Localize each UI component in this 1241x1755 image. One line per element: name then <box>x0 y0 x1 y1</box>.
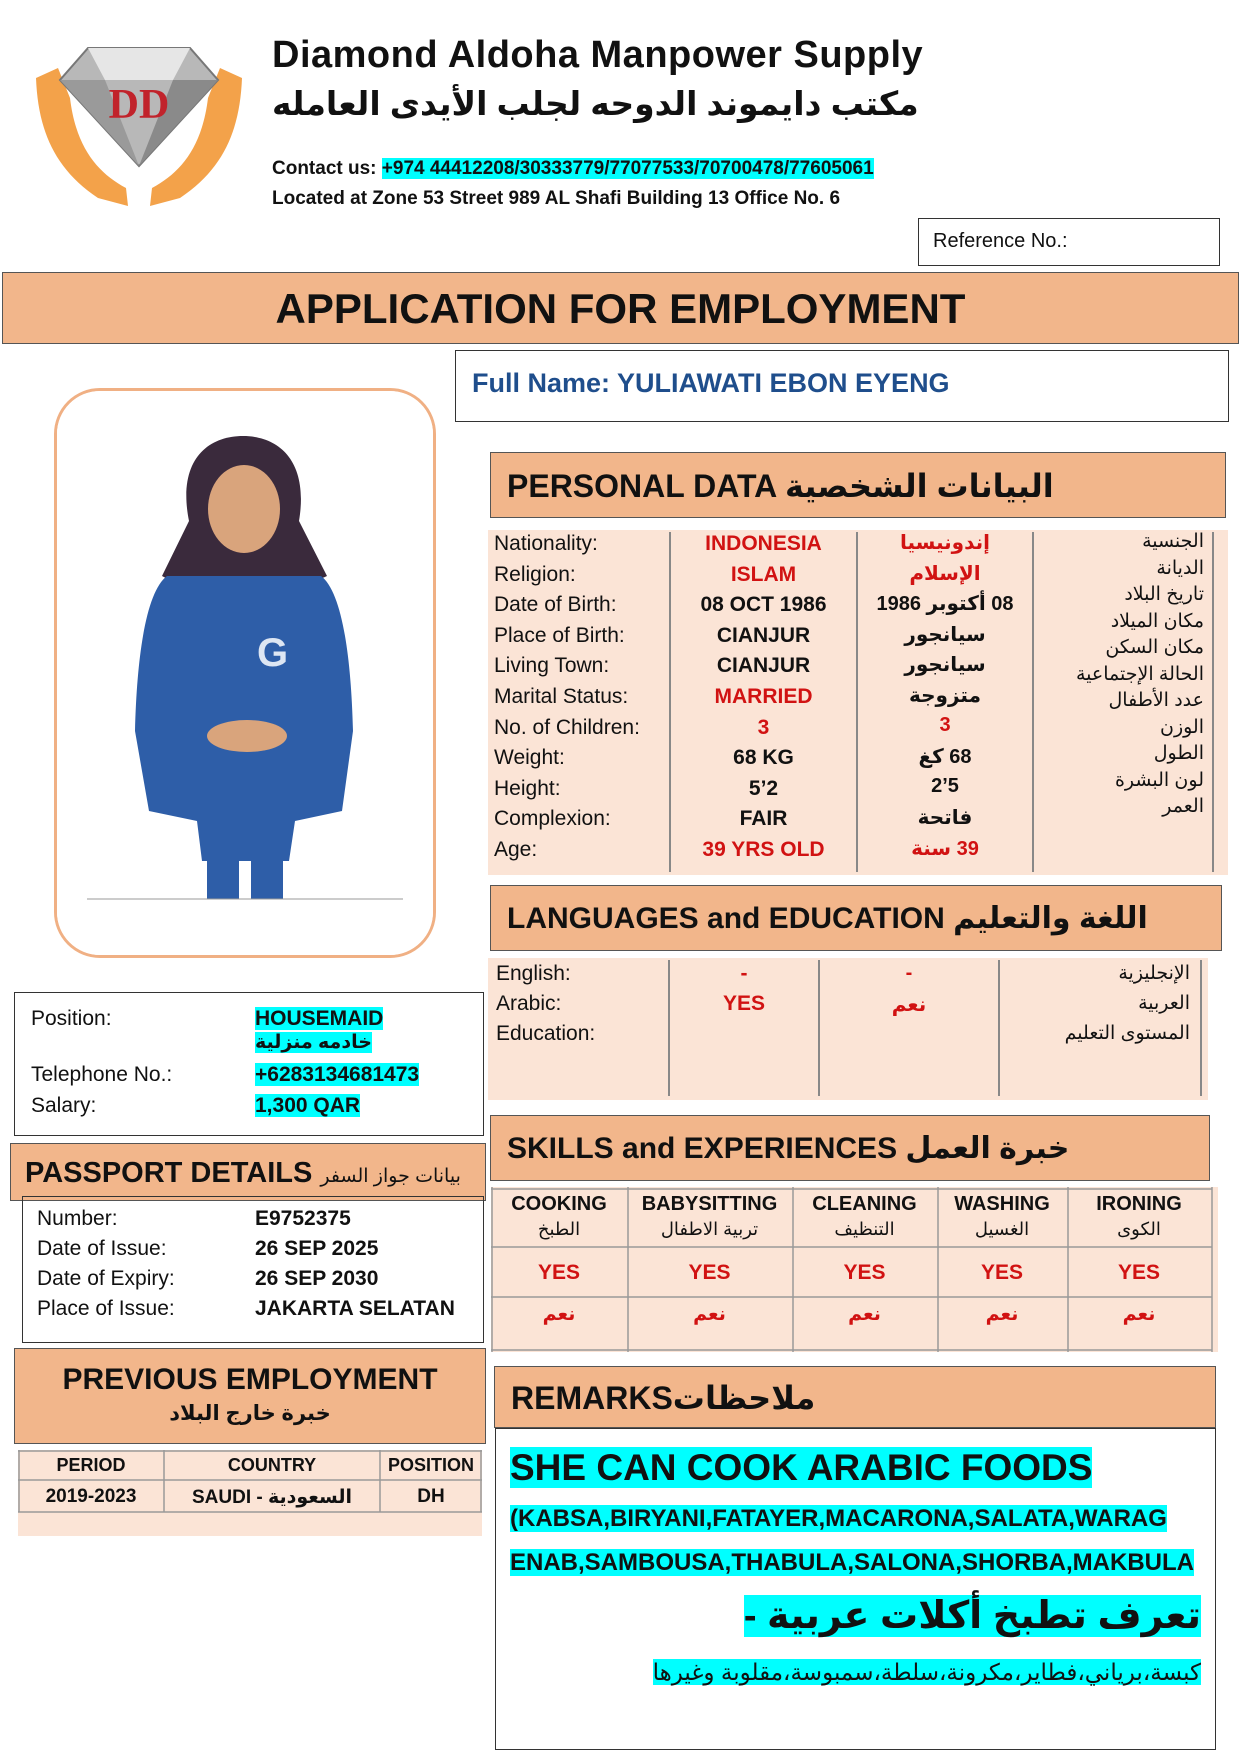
previous-country: SAUDI - السعودية <box>191 1487 353 1508</box>
personal-value-ar: 39 سنة <box>911 837 979 860</box>
contact-numbers: +974 44412208/30333779/77077533/70700478/77605061 <box>381 158 874 179</box>
skill-name: IRONING <box>1096 1193 1182 1215</box>
personal-label-ar: الجنسية <box>1142 531 1204 552</box>
skill-name-ar: الكوى <box>1117 1219 1161 1239</box>
passport-heading <box>10 1143 486 1201</box>
personal-heading-en: PERSONAL DATA <box>507 468 777 504</box>
position-value-ar: خادمه منزلية <box>255 1032 372 1053</box>
language-label: English: <box>496 962 571 985</box>
passport-details <box>22 1196 484 1343</box>
skill-value: YES <box>843 1261 886 1284</box>
personal-value: INDONESIA <box>705 532 822 555</box>
passport-label: Date of Issue: <box>37 1237 167 1260</box>
skill-value: YES <box>1117 1261 1161 1284</box>
language-value-ar: نعم <box>891 994 927 1016</box>
personal-value: MARRIED <box>714 684 813 708</box>
skill-value-ar: نعم <box>542 1304 576 1325</box>
personal-label-ar: لون البشرة <box>1114 769 1204 791</box>
contact-line <box>272 158 874 180</box>
personal-value-ar: سيانجور <box>904 654 986 677</box>
skill-name-ar: التنظيف <box>834 1219 895 1239</box>
personal-values-ar-column <box>858 530 1032 875</box>
language-label-ar: العربية <box>1138 993 1190 1014</box>
personal-value-ar: متزوجة <box>909 684 981 707</box>
skill-value-ar: نعم <box>1122 1304 1156 1325</box>
reference-box <box>918 218 1220 266</box>
personal-values-column <box>671 530 856 877</box>
skill-value-ar: نعم <box>848 1304 881 1325</box>
skills-heading <box>490 1115 1210 1181</box>
previous-column-header: POSITION <box>387 1455 474 1475</box>
personal-value: 5’2 <box>748 776 779 800</box>
personal-label: Complexion: <box>494 807 611 831</box>
skill-name-ar: تربية الاطفال <box>660 1219 759 1239</box>
personal-value: FAIR <box>739 807 788 831</box>
skills-table <box>491 1187 1218 1352</box>
personal-label: Living Town: <box>494 654 610 678</box>
passport-label: Place of Issue: <box>37 1297 175 1320</box>
languages-heading-en: LANGUAGES and EDUCATION <box>507 902 945 935</box>
personal-value-ar: 68 كغ <box>918 746 972 769</box>
skill-value: YES <box>980 1261 1024 1284</box>
position-box <box>14 992 484 1136</box>
previous-heading-ar: خبرة خارج البلاد <box>169 1402 331 1425</box>
languages-heading <box>490 885 1222 951</box>
personal-label-ar: الوزن <box>1159 716 1204 738</box>
personal-data-heading <box>490 452 1226 518</box>
languages-table <box>488 958 1208 1100</box>
personal-label: Place of Birth: <box>494 623 625 647</box>
personal-heading-ar: البيانات الشخصية <box>784 468 1054 504</box>
svg-text:G: G <box>257 631 289 675</box>
skill-value-ar: نعم <box>693 1304 726 1325</box>
skill-value: YES <box>537 1261 581 1284</box>
skill-name: CLEANING <box>812 1193 917 1215</box>
personal-label-ar: مكان الميلاد <box>1110 610 1204 632</box>
personal-value: 3 <box>757 715 770 739</box>
passport-label: Date of Expiry: <box>37 1267 175 1290</box>
remarks-line-2: (KABSA,BIRYANI,FATAYER,MACARONA,SALATA,WARAG <box>510 1505 1167 1532</box>
personal-label: Nationality: <box>494 532 598 555</box>
remarks-line-4: تعرف تطبخ أكلات عربية - <box>743 1595 1201 1637</box>
previous-column-header: PERIOD <box>56 1455 126 1475</box>
position-value <box>255 1007 383 1031</box>
personal-label-ar: مكان السكن <box>1105 637 1204 658</box>
company-name-arabic: مكتب دايموند الدوحه لجلب الأيدى العامله <box>272 85 919 122</box>
passport-heading-ar: بيانات جواز السفر <box>320 1166 461 1187</box>
personal-value: CIANJUR <box>716 654 811 678</box>
personal-label: No. of Children: <box>494 715 640 739</box>
language-value: YES <box>722 992 766 1015</box>
skill-name-ar: الطبخ <box>537 1219 581 1239</box>
salary-label: Salary: <box>31 1094 97 1117</box>
personal-value-ar: فاتحة <box>917 807 973 830</box>
remarks-line-5: كبسة،برياني،فطاير،مكرونة،سلطة،سمبوسة،مقلوبة وغيرها <box>652 1659 1201 1685</box>
personal-label: Weight: <box>494 746 565 770</box>
reference-label: Reference No.: <box>933 230 1068 252</box>
company-logo <box>28 38 250 216</box>
personal-value: ISLAM <box>730 562 797 586</box>
remarks-heading: REMARKSملاحظات <box>494 1366 1216 1428</box>
personal-label: Religion: <box>494 562 576 586</box>
passport-value: 26 SEP 2030 <box>255 1267 379 1290</box>
languages-heading-ar: اللغة والتعليم <box>953 902 1148 935</box>
language-value-ar: - <box>905 962 913 984</box>
skill-name-ar: الغسيل <box>974 1219 1030 1239</box>
language-value: - <box>740 962 748 985</box>
skill-value: YES <box>688 1261 731 1284</box>
personal-value-ar: 3 <box>939 713 951 736</box>
previous-column-header: COUNTRY <box>227 1455 317 1475</box>
personal-value-ar: 08 أكتوبر 1986 <box>876 593 1014 616</box>
personal-label: Age: <box>494 837 538 861</box>
previous-employment-table <box>18 1450 482 1536</box>
personal-label-ar: الديانة <box>1156 557 1204 579</box>
passport-value: E9752375 <box>255 1207 351 1230</box>
personal-label-ar: العمر <box>1162 796 1204 817</box>
remarks-line-1: SHE CAN COOK ARABIC FOODS <box>510 1447 1093 1488</box>
skill-name: BABYSITTING <box>641 1193 778 1215</box>
personal-value-ar: 5’2 <box>931 774 959 797</box>
personal-label-ar: الحالة الإجتماعية <box>1076 663 1204 685</box>
personal-value-ar: إندونيسيا <box>899 532 991 554</box>
personal-value-ar: سيانجور <box>904 623 986 646</box>
language-label-ar: الإنجليزية <box>1118 963 1190 984</box>
personal-value: 68 KG <box>733 746 794 770</box>
personal-label-ar: عدد الأطفال <box>1108 690 1204 711</box>
contact-label: Contact us: <box>272 158 382 179</box>
previous-employment-heading <box>14 1348 486 1444</box>
previous-period: 2019-2023 <box>45 1486 137 1507</box>
logo-letters: DD <box>108 82 170 128</box>
passport-value: 26 SEP 2025 <box>255 1237 379 1260</box>
company-name-english: Diamond Aldoha Manpower Supply <box>272 34 924 76</box>
personal-value: CIANJUR <box>716 623 811 647</box>
passport-label: Number: <box>37 1207 118 1230</box>
personal-labels-column <box>494 530 669 877</box>
position-value-en: HOUSEMAID <box>255 1007 384 1030</box>
skill-name: COOKING <box>511 1193 607 1215</box>
skills-heading-ar: خبرة العمل <box>905 1132 1070 1165</box>
language-label: Arabic: <box>496 992 562 1015</box>
application-title: APPLICATION FOR EMPLOYMENT <box>2 272 1239 344</box>
personal-labels-ar-column <box>1034 530 1204 875</box>
skill-value-ar: نعم <box>985 1304 1019 1325</box>
previous-position: DH <box>417 1486 445 1507</box>
remarks-box <box>495 1428 1216 1750</box>
passport-value: JAKARTA SELATAN <box>255 1297 455 1320</box>
personal-label: Date of Birth: <box>494 593 617 617</box>
language-label-ar: المستوى التعليم <box>1064 1023 1190 1044</box>
skills-heading-en: SKILLS and EXPERIENCES <box>507 1132 898 1165</box>
personal-label-ar: تاريخ البلاد <box>1124 584 1204 605</box>
personal-label: Marital Status: <box>494 684 629 708</box>
personal-data-table <box>488 530 1228 875</box>
personal-value: 39 YRS OLD <box>702 837 825 861</box>
personal-label: Height: <box>494 776 561 800</box>
personal-label-ar: الطول <box>1153 743 1204 764</box>
personal-value-ar: الإسلام <box>909 562 981 585</box>
applicant-photo <box>54 388 436 958</box>
language-label: Education: <box>496 1022 596 1045</box>
office-address: Located at Zone 53 Street 989 AL Shafi Building 13 Office No. 6 <box>272 188 841 209</box>
salary-value: 1,300 QAR <box>255 1094 361 1117</box>
personal-value: 08 OCT 1986 <box>700 593 827 617</box>
telephone-value: +6283134681473 <box>255 1063 420 1086</box>
remarks-line-3: ENAB,SAMBOUSA,THABULA,SALONA,SHORBA,MAKBULA <box>510 1549 1194 1576</box>
passport-heading-en: PASSPORT DETAILS <box>25 1157 313 1189</box>
previous-heading-en: PREVIOUS EMPLOYMENT <box>62 1363 438 1396</box>
skill-name: WASHING <box>954 1193 1050 1215</box>
position-label: Position: <box>31 1007 112 1030</box>
full-name: Full Name: YULIAWATI EBON EYENG <box>455 350 1229 422</box>
telephone-label: Telephone No.: <box>31 1063 173 1086</box>
